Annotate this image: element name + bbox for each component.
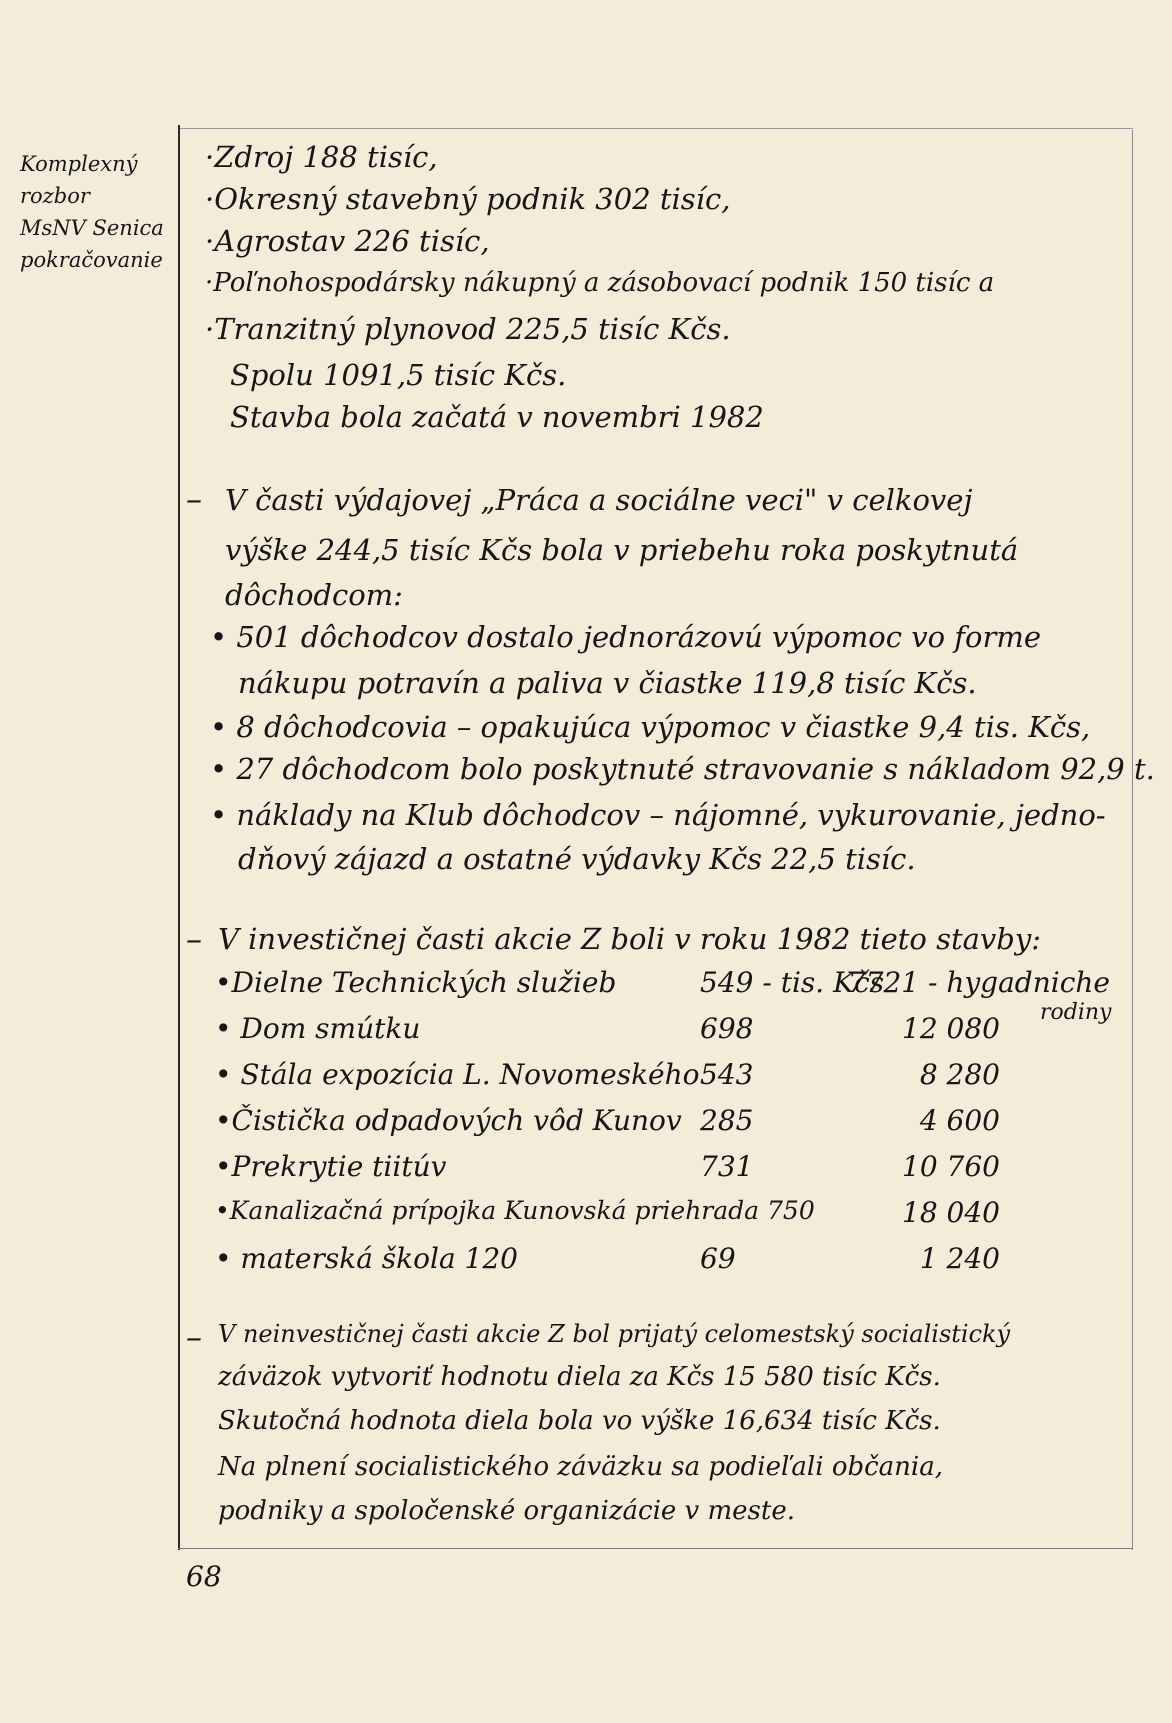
section4-line: záväzok vytvoriť hodnotu diela za Kčs 15 580 tisíc Kčs.	[218, 1362, 941, 1392]
list-item: ·Zdroj 188 tisíc,	[205, 140, 438, 174]
frame-right-rule	[1132, 130, 1133, 1550]
table-cell-value: 285	[700, 1104, 754, 1137]
start-line: Stavba bola začatá v novembri 1982	[230, 400, 764, 434]
section-dash: –	[186, 480, 202, 518]
bullet-line: nákupu potravín a paliva v čiastke 119,8 tisíc Kčs.	[238, 666, 977, 700]
section2-line: dôchodcom:	[225, 578, 403, 612]
table-cell-name: • Stála expozícia L. Novomeského	[215, 1058, 700, 1091]
total-line: Spolu 1091,5 tisíc Kčs.	[230, 358, 567, 392]
section-dash: –	[186, 920, 202, 958]
frame-top-rule	[178, 128, 1133, 129]
table-cell-value: 698	[700, 1012, 754, 1045]
section4-line: Na plnení socialistického záväzku sa podieľali občania,	[218, 1452, 944, 1482]
table-cell-value: 12 080	[902, 1012, 1000, 1045]
bullet-line: • 501 dôchodcov dostalo jednorázovú výpomoc vo forme	[210, 620, 1041, 654]
table-row	[215, 1104, 1130, 1148]
list-item: ·Poľnohospodársky nákupný a zásobovací podnik 150 tisíc a	[205, 268, 995, 298]
table-row	[215, 966, 1130, 1010]
section4-line: podniky a spoločenské organizácie v meste.	[218, 1496, 795, 1526]
bullet-line: • 8 dôchodcovia – opakujúca výpomoc v čiastke 9,4 tis. Kčs,	[210, 710, 1091, 744]
section4-line: Skutočná hodnota diela bola vo výške 16,634 tisíc Kčs.	[218, 1406, 941, 1436]
table-cell-name: • Dom smútku	[215, 1012, 421, 1045]
margin-note-line: pokračovanie	[20, 248, 163, 272]
frame-left-rule	[178, 125, 180, 1550]
bullet-line: • náklady na Klub dôchodcov – nájomné, vykurovanie, jedno-	[210, 798, 1106, 832]
margin-note-line: Komplexný	[20, 152, 138, 176]
frame-bottom-rule	[178, 1548, 1133, 1549]
table-cell-value: 69	[700, 1242, 736, 1275]
table-cell-name: • materská škola 120	[215, 1242, 518, 1275]
bullet-line: • 27 dôchodcom bolo poskytnuté stravovanie s nákladom 92,9 t.	[210, 752, 1155, 786]
table-cell-name: •Prekrytie tiitúv	[215, 1150, 447, 1183]
list-item: ·Okresný stavebný podnik 302 tisíc,	[205, 182, 731, 216]
section-dash: –	[186, 1318, 202, 1356]
section4-line: V neinvestičnej časti akcie Z bol prijatý celomestský socialistický	[218, 1320, 1011, 1348]
table-row	[215, 1012, 1130, 1056]
table-cell-value: 8 280	[919, 1058, 1000, 1091]
margin-note-line: rozbor	[20, 184, 90, 208]
table-cell-value: 549 - tis. Kčs	[700, 966, 885, 999]
table-cell-value: 4 600	[919, 1104, 1000, 1137]
table-cell-value: 7721 - hygadniche	[847, 966, 1110, 999]
table-cell-value: 731	[700, 1150, 754, 1183]
table-row	[215, 1242, 1130, 1286]
margin-note	[20, 148, 175, 276]
table-cell-name: •Čistička odpadových vôd Kunov	[215, 1104, 682, 1137]
margin-note-line: MsNV Senica	[20, 216, 164, 240]
table-cell-value: 1 240	[919, 1242, 1000, 1275]
table-cell-name: •Kanalizačná prípojka Kunovská priehrada 750	[215, 1196, 815, 1225]
table-row	[215, 1150, 1130, 1194]
section2-line: výške 244,5 tisíc Kčs bola v priebehu roka poskytnutá	[225, 533, 1019, 567]
table-row	[215, 1058, 1130, 1102]
table-cell-value: 18 040	[902, 1196, 1000, 1229]
table-cell-value: 543	[700, 1058, 754, 1091]
section3-heading: V investičnej časti akcie Z boli v roku 1982 tieto stavby:	[218, 922, 1042, 956]
bullet-line: dňový zájazd a ostatné výdavky Kčs 22,5 tisíc.	[238, 842, 916, 876]
table-cell-name: •Dielne Technických služieb	[215, 966, 617, 999]
table-note: rodiny	[1040, 1000, 1112, 1025]
table-row	[215, 1196, 1130, 1240]
table-cell-value: 10 760	[902, 1150, 1000, 1183]
section2-line: V časti výdajovej „Práca a sociálne veci" v celkovej	[225, 483, 973, 517]
page-number: 68	[186, 1560, 222, 1593]
list-item: ·Agrostav 226 tisíc,	[205, 224, 490, 258]
list-item: ·Tranzitný plynovod 225,5 tisíc Kčs.	[205, 312, 731, 346]
